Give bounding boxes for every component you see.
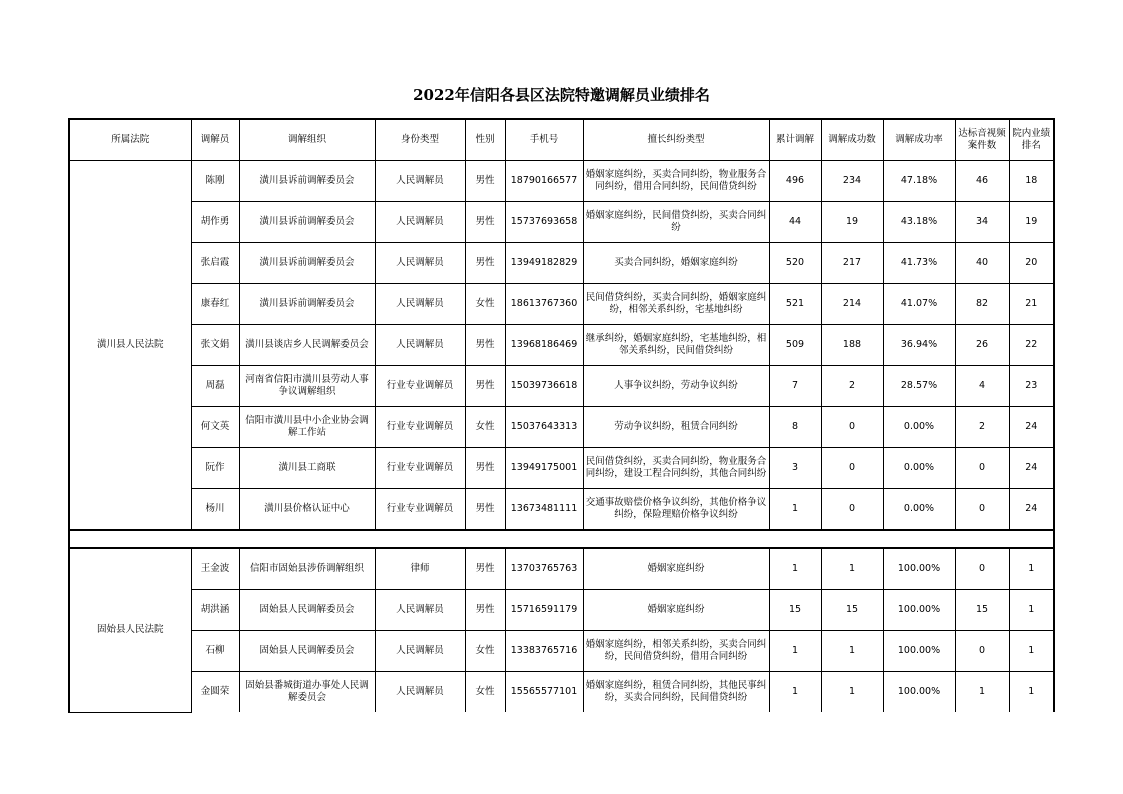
cell-phone: 15716591179 <box>505 590 583 631</box>
header-organization: 调解组织 <box>239 119 375 161</box>
cell-total-mediated: 520 <box>769 243 821 284</box>
cell-av-cases: 82 <box>955 284 1009 325</box>
cell-mediator-name: 石柳 <box>191 631 239 672</box>
cell-av-cases: 26 <box>955 325 1009 366</box>
cell-gender: 男性 <box>465 366 505 407</box>
cell-success-count: 15 <box>821 590 883 631</box>
spacer-cell <box>465 530 505 548</box>
cell-total-mediated: 3 <box>769 448 821 489</box>
cell-organization: 潢川县谈店乡人民调解委员会 <box>239 325 375 366</box>
cell-dispute-types: 婚姻家庭纠纷，相邻关系纠纷，买卖合同纠纷，民间借贷纠纷，借用合同纠纷 <box>583 631 769 672</box>
spacer-cell <box>883 530 955 548</box>
cell-rank: 1 <box>1009 590 1054 631</box>
cell-success-count: 0 <box>821 489 883 531</box>
cell-phone: 15565577101 <box>505 672 583 713</box>
cell-organization: 潢川县工商联 <box>239 448 375 489</box>
cell-phone: 15737693658 <box>505 202 583 243</box>
cell-mediator-name: 胡作勇 <box>191 202 239 243</box>
cell-gender: 男性 <box>465 161 505 202</box>
header-identity-type: 身份类型 <box>375 119 465 161</box>
cell-organization: 潢川县诉前调解委员会 <box>239 202 375 243</box>
table-row <box>69 590 1054 631</box>
cell-dispute-types: 婚姻家庭纠纷，租赁合同纠纷，其他民事纠纷，买卖合同纠纷，民间借贷纠纷 <box>583 672 769 713</box>
cell-identity-type: 人民调解员 <box>375 202 465 243</box>
cell-phone: 15039736618 <box>505 366 583 407</box>
spacer-cell <box>769 530 821 548</box>
cell-phone: 13673481111 <box>505 489 583 531</box>
spacer-cell <box>69 530 191 548</box>
cell-success-count: 1 <box>821 631 883 672</box>
document-title: 2022年信阳各县区法院特邀调解员业绩排名 <box>413 86 710 104</box>
cell-identity-type: 行业专业调解员 <box>375 489 465 531</box>
cell-dispute-types: 买卖合同纠纷，婚姻家庭纠纷 <box>583 243 769 284</box>
cell-success-count: 234 <box>821 161 883 202</box>
cell-organization: 河南省信阳市潢川县劳动人事争议调解组织 <box>239 366 375 407</box>
header-success-count: 调解成功数 <box>821 119 883 161</box>
cell-identity-type: 人民调解员 <box>375 672 465 713</box>
spacer-cell <box>955 530 1009 548</box>
cell-mediator-name: 金圆荣 <box>191 672 239 713</box>
cell-rank: 1 <box>1009 631 1054 672</box>
cell-phone: 13949175001 <box>505 448 583 489</box>
cell-gender: 男性 <box>465 202 505 243</box>
table-row <box>69 548 1054 590</box>
cell-mediator-name: 胡洪涵 <box>191 590 239 631</box>
cell-organization: 潢川县价格认证中心 <box>239 489 375 531</box>
cell-gender: 女性 <box>465 407 505 448</box>
cell-total-mediated: 1 <box>769 489 821 531</box>
cell-rank: 21 <box>1009 284 1054 325</box>
cell-phone: 13703765763 <box>505 548 583 590</box>
cell-gender: 男性 <box>465 548 505 590</box>
cell-total-mediated: 1 <box>769 631 821 672</box>
cell-identity-type: 行业专业调解员 <box>375 407 465 448</box>
cell-rank: 18 <box>1009 161 1054 202</box>
cell-success-rate: 100.00% <box>883 631 955 672</box>
cell-identity-type: 行业专业调解员 <box>375 366 465 407</box>
header-mediator: 调解员 <box>191 119 239 161</box>
cell-av-cases: 15 <box>955 590 1009 631</box>
cell-organization: 潢川县诉前调解委员会 <box>239 284 375 325</box>
cell-rank: 24 <box>1009 448 1054 489</box>
cell-dispute-types: 婚姻家庭纠纷 <box>583 548 769 590</box>
cell-av-cases: 0 <box>955 548 1009 590</box>
cell-rank: 19 <box>1009 202 1054 243</box>
cell-dispute-types: 劳动争议纠纷，租赁合同纠纷 <box>583 407 769 448</box>
cell-gender: 男性 <box>465 243 505 284</box>
table-row <box>69 284 1054 325</box>
cell-mediator-name: 阮作 <box>191 448 239 489</box>
cell-total-mediated: 8 <box>769 407 821 448</box>
cell-av-cases: 0 <box>955 631 1009 672</box>
cell-success-rate: 0.00% <box>883 407 955 448</box>
cell-success-rate: 41.07% <box>883 284 955 325</box>
cell-phone: 13968186469 <box>505 325 583 366</box>
table-row <box>69 407 1054 448</box>
cell-av-cases: 0 <box>955 448 1009 489</box>
cell-dispute-types: 民间借贷纠纷，买卖合同纠纷，婚姻家庭纠纷，相邻关系纠纷，宅基地纠纷 <box>583 284 769 325</box>
cell-success-count: 2 <box>821 366 883 407</box>
header-av-cases: 达标音视频案件数 <box>955 119 1009 161</box>
cell-organization: 固始县番城街道办事处人民调解委员会 <box>239 672 375 713</box>
cell-gender: 男性 <box>465 448 505 489</box>
cell-organization: 固始县人民调解委员会 <box>239 590 375 631</box>
cell-identity-type: 行业专业调解员 <box>375 448 465 489</box>
cell-mediator-name: 何文英 <box>191 407 239 448</box>
cell-success-rate: 0.00% <box>883 489 955 531</box>
cell-success-count: 1 <box>821 672 883 713</box>
header-phone: 手机号 <box>505 119 583 161</box>
cell-gender: 女性 <box>465 284 505 325</box>
cell-rank: 22 <box>1009 325 1054 366</box>
cell-av-cases: 0 <box>955 489 1009 531</box>
header-dispute-types: 擅长纠纷类型 <box>583 119 769 161</box>
table-row <box>69 672 1054 713</box>
spacer-cell <box>191 530 239 548</box>
cell-gender: 男性 <box>465 325 505 366</box>
cell-mediator-name: 陈刚 <box>191 161 239 202</box>
cell-success-rate: 43.18% <box>883 202 955 243</box>
cell-organization: 信阳市潢川县中小企业协会调解工作站 <box>239 407 375 448</box>
cell-dispute-types: 婚姻家庭纠纷 <box>583 590 769 631</box>
cell-phone: 18790166577 <box>505 161 583 202</box>
table-header-row <box>69 119 1054 161</box>
cell-identity-type: 律师 <box>375 548 465 590</box>
cell-identity-type: 人民调解员 <box>375 284 465 325</box>
cell-success-count: 1 <box>821 548 883 590</box>
cell-success-rate: 41.73% <box>883 243 955 284</box>
header-success-rate: 调解成功率 <box>883 119 955 161</box>
performance-ranking-table <box>68 118 1055 713</box>
table-row <box>69 243 1054 284</box>
cell-total-mediated: 521 <box>769 284 821 325</box>
cell-total-mediated: 1 <box>769 672 821 713</box>
cell-dispute-types: 婚姻家庭纠纷，买卖合同纠纷，物业服务合同纠纷，借用合同纠纷，民间借贷纠纷 <box>583 161 769 202</box>
cell-av-cases: 1 <box>955 672 1009 713</box>
cell-identity-type: 人民调解员 <box>375 631 465 672</box>
cell-success-rate: 0.00% <box>883 448 955 489</box>
cell-dispute-types: 民间借贷纠纷，买卖合同纠纷，物业服务合同纠纷，建设工程合同纠纷，其他合同纠纷 <box>583 448 769 489</box>
spacer-cell <box>583 530 769 548</box>
cell-total-mediated: 44 <box>769 202 821 243</box>
cell-success-rate: 47.18% <box>883 161 955 202</box>
cell-mediator-name: 康春红 <box>191 284 239 325</box>
spacer-cell <box>821 530 883 548</box>
cell-rank: 20 <box>1009 243 1054 284</box>
cell-success-count: 217 <box>821 243 883 284</box>
cell-av-cases: 40 <box>955 243 1009 284</box>
cell-total-mediated: 7 <box>769 366 821 407</box>
table-row <box>69 366 1054 407</box>
table-row <box>69 489 1054 531</box>
cell-rank: 24 <box>1009 407 1054 448</box>
cell-rank: 1 <box>1009 548 1054 590</box>
cell-dispute-types: 婚姻家庭纠纷，民间借贷纠纷，买卖合同纠纷 <box>583 202 769 243</box>
cell-mediator-name: 王金波 <box>191 548 239 590</box>
cell-organization: 潢川县诉前调解委员会 <box>239 243 375 284</box>
cell-identity-type: 人民调解员 <box>375 590 465 631</box>
cell-av-cases: 46 <box>955 161 1009 202</box>
cell-total-mediated: 1 <box>769 548 821 590</box>
spacer-cell <box>1009 530 1054 548</box>
cell-success-rate: 28.57% <box>883 366 955 407</box>
table-row <box>69 325 1054 366</box>
cell-dispute-types: 交通事故赔偿价格争议纠纷，其他价格争议纠纷，保险理赔价格争议纠纷 <box>583 489 769 531</box>
cell-gender: 女性 <box>465 631 505 672</box>
cell-av-cases: 34 <box>955 202 1009 243</box>
cell-success-count: 214 <box>821 284 883 325</box>
cell-success-count: 0 <box>821 407 883 448</box>
cell-av-cases: 2 <box>955 407 1009 448</box>
header-gender: 性别 <box>465 119 505 161</box>
spacer-cell <box>239 530 375 548</box>
cell-organization: 潢川县诉前调解委员会 <box>239 161 375 202</box>
table-row <box>69 202 1054 243</box>
cell-total-mediated: 496 <box>769 161 821 202</box>
cell-rank: 23 <box>1009 366 1054 407</box>
cell-mediator-name: 张启霞 <box>191 243 239 284</box>
cell-dispute-types: 继承纠纷，婚姻家庭纠纷，宅基地纠纷，相邻关系纠纷，民间借贷纠纷 <box>583 325 769 366</box>
cell-phone: 13383765716 <box>505 631 583 672</box>
cell-av-cases: 4 <box>955 366 1009 407</box>
cell-identity-type: 人民调解员 <box>375 325 465 366</box>
cell-success-count: 188 <box>821 325 883 366</box>
cell-total-mediated: 15 <box>769 590 821 631</box>
spacer-cell <box>505 530 583 548</box>
cell-organization: 固始县人民调解委员会 <box>239 631 375 672</box>
header-court: 所属法院 <box>69 119 191 161</box>
group-spacer-row <box>69 530 1054 548</box>
cell-mediator-name: 张文娟 <box>191 325 239 366</box>
cell-mediator-name: 杨川 <box>191 489 239 531</box>
cell-dispute-types: 人事争议纠纷，劳动争议纠纷 <box>583 366 769 407</box>
court-name-cell: 潢川县人民法院 <box>69 161 191 531</box>
cell-success-rate: 36.94% <box>883 325 955 366</box>
cell-mediator-name: 周磊 <box>191 366 239 407</box>
cell-success-count: 0 <box>821 448 883 489</box>
cell-phone: 13949182829 <box>505 243 583 284</box>
cell-identity-type: 人民调解员 <box>375 243 465 284</box>
table-row <box>69 631 1054 672</box>
table-row <box>69 161 1054 202</box>
cell-phone: 18613767360 <box>505 284 583 325</box>
cell-success-rate: 100.00% <box>883 590 955 631</box>
header-rank: 院内业绩排名 <box>1009 119 1054 161</box>
cell-success-rate: 100.00% <box>883 548 955 590</box>
cell-identity-type: 人民调解员 <box>375 161 465 202</box>
table-row <box>69 448 1054 489</box>
cell-success-count: 19 <box>821 202 883 243</box>
cell-organization: 信阳市固始县涉侨调解组织 <box>239 548 375 590</box>
cell-rank: 24 <box>1009 489 1054 531</box>
header-total-mediated: 累计调解 <box>769 119 821 161</box>
cell-success-rate: 100.00% <box>883 672 955 713</box>
cell-gender: 男性 <box>465 590 505 631</box>
cell-gender: 女性 <box>465 672 505 713</box>
spacer-cell <box>375 530 465 548</box>
court-name-cell: 固始县人民法院 <box>69 548 191 712</box>
cell-total-mediated: 509 <box>769 325 821 366</box>
cell-rank: 1 <box>1009 672 1054 713</box>
cell-gender: 男性 <box>465 489 505 531</box>
cell-phone: 15037643313 <box>505 407 583 448</box>
